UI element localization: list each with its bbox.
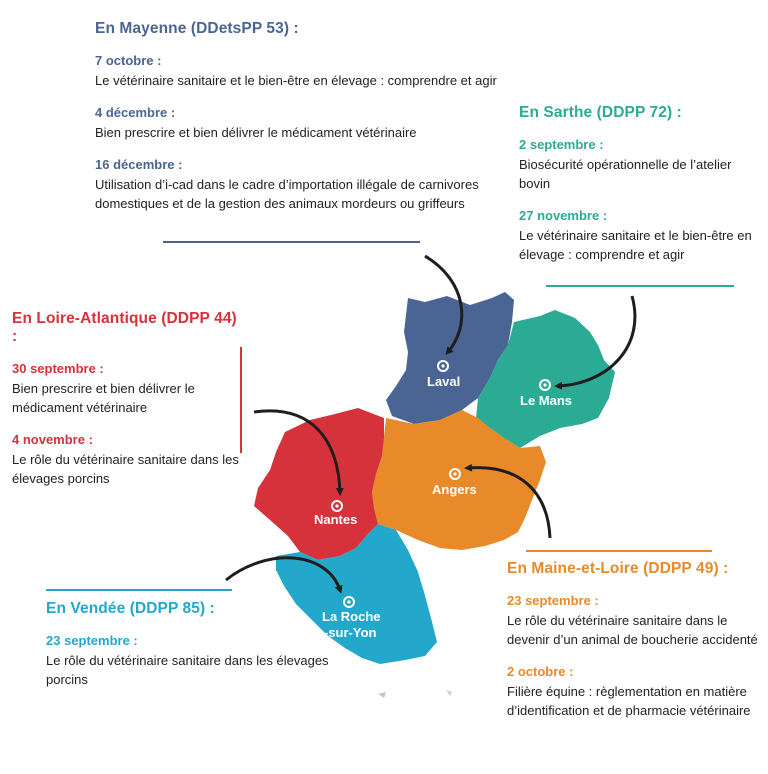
- event-description: Utilisation d’i-cad dans le cadre d’importation illégale de carnivores domestiques et de la gestion des animaux mordeurs ou griffeurs: [95, 177, 479, 211]
- event-date: 2 septembre :: [519, 137, 604, 152]
- event-description: Le rôle du vétérinaire sanitaire dans les élevages porcins: [46, 653, 329, 687]
- event-description: Bien prescrire et bien délivrer le médicament vétérinaire: [12, 381, 195, 415]
- event-date: 30 septembre :: [12, 361, 104, 376]
- event-description: Le vétérinaire sanitaire et le bien-être en élevage : comprendre et agir: [519, 228, 752, 262]
- city-label-nantes: Nantes: [314, 512, 358, 527]
- mayenne-event-3: [95, 157, 515, 213]
- maine-et-loire-event-1: [507, 593, 759, 649]
- city-label-angers: Angers: [432, 482, 477, 497]
- event-description: Bien prescrire et bien délivrer le médicament vétérinaire: [95, 125, 417, 140]
- event-date: 7 octobre :: [95, 53, 162, 68]
- island-yeu: [378, 692, 386, 698]
- event-description: Le vétérinaire sanitaire et le bien-être en élevage : comprendre et agir: [95, 73, 497, 88]
- island-small: [446, 690, 452, 696]
- divider-mayenne: [163, 241, 420, 243]
- block-loire-atlantique: [12, 310, 242, 488]
- mayenne-event-1: [95, 53, 515, 90]
- event-date: 27 novembre :: [519, 208, 608, 223]
- vendee-event-1: [46, 633, 346, 689]
- event-description: Le rôle du vétérinaire sanitaire dans le devenir d’un animal de boucherie accidenté: [507, 613, 758, 647]
- loire-atlantique-event-1: [12, 361, 242, 417]
- event-date: 23 septembre :: [46, 633, 138, 648]
- divider-maine-et-loire: [526, 550, 712, 552]
- event-description: Le rôle du vétérinaire sanitaire dans les élevages porcins: [12, 452, 239, 486]
- mayenne-event-2: [95, 105, 515, 142]
- divider-vendee: [46, 589, 232, 591]
- city-label-la-roche-line2: -sur-Yon: [324, 625, 377, 640]
- event-date: 23 septembre :: [507, 593, 599, 608]
- event-description: Biosécurité opérationnelle de l’atelier bovin: [519, 157, 732, 191]
- sarthe-title: En Sarthe (DDPP 72) :: [519, 104, 682, 121]
- city-label-le-mans: Le Mans: [520, 393, 573, 408]
- sarthe-event-2: [519, 208, 759, 264]
- event-date: 16 décembre :: [95, 157, 183, 172]
- divider-sarthe: [546, 285, 734, 287]
- event-date: 4 décembre :: [95, 105, 176, 120]
- event-date: 2 octobre :: [507, 664, 574, 679]
- block-vendee: [46, 600, 346, 689]
- divider-loire-atlantique: [240, 347, 242, 453]
- sarthe-event-1: [519, 137, 759, 193]
- maine-et-loire-title: En Maine-et-Loire (DDPP 49) :: [507, 560, 729, 577]
- block-maine-et-loire: [507, 560, 759, 720]
- city-label-la-roche-line1: La Roche: [322, 609, 381, 624]
- loire-atlantique-event-2: [12, 432, 242, 488]
- maine-et-loire-event-2: [507, 664, 759, 720]
- block-sarthe: [519, 104, 759, 264]
- vendee-title: En Vendée (DDPP 85) :: [46, 600, 215, 617]
- event-date: 4 novembre :: [12, 432, 93, 447]
- mayenne-title: En Mayenne (DDetsPP 53) :: [95, 20, 299, 37]
- event-description: Filière équine : règlementation en matière d’identification et de pharmacie vétérinaire: [507, 684, 751, 718]
- block-mayenne: [95, 20, 515, 213]
- loire-atlantique-title: En Loire-Atlantique (DDPP 44) :: [12, 310, 237, 345]
- city-label-laval: Laval: [427, 374, 461, 389]
